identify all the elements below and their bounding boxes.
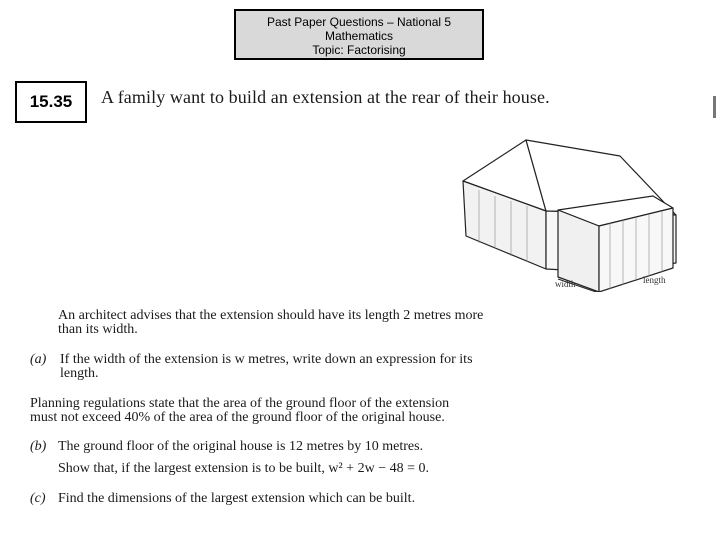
house-diagram: [455, 112, 695, 292]
header-line-1: Past Paper Questions – National 5: [266, 15, 452, 29]
architect-line-2: than its width.: [58, 322, 138, 337]
header-line-2: Mathematics: [324, 29, 394, 43]
part-a-line-1: If the width of the extension is w metres, write down an expression for its: [60, 352, 473, 367]
scan-edge-mark: [713, 96, 716, 118]
header-line-3: Topic: Factorising: [312, 43, 406, 57]
intro-text: A family want to build an extension at the rear of their house.: [101, 87, 550, 107]
part-b-line-1: The ground floor of the original house is 12 metres by 10 metres.: [58, 439, 424, 454]
header-box: [234, 9, 484, 60]
part-b-line-2: Show that, if the largest extension is to be built, w² + 2w − 48 = 0.: [58, 461, 429, 476]
diagram-width-label: width: [555, 279, 576, 289]
diagram-length-label: length: [643, 275, 666, 285]
part-b-label: (b): [30, 439, 47, 454]
part-a-label: (a): [30, 352, 47, 367]
planning-line-1: Planning regulations state that the area of the ground floor of the extension: [30, 396, 450, 411]
part-c-label: (c): [30, 491, 46, 506]
part-c-line-1: Find the dimensions of the largest extension which can be built.: [58, 491, 416, 506]
question-number: 15.35: [15, 81, 87, 123]
planning-line-2: must not exceed 40% of the area of the ground floor of the original house.: [30, 410, 445, 425]
architect-line-1: An architect advises that the extension should have its length 2 metres more: [58, 308, 484, 323]
part-a-line-2: length.: [60, 366, 99, 381]
